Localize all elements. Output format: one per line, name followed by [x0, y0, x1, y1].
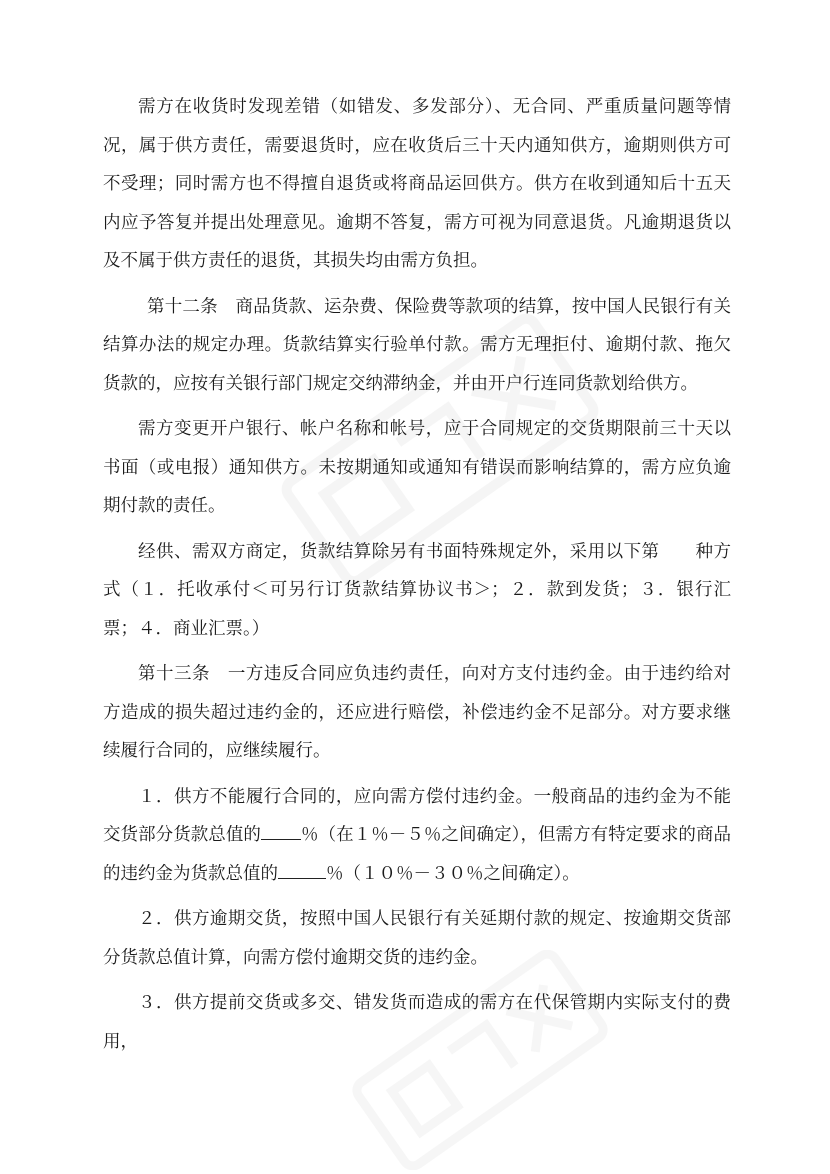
paragraph-item-3: ３．供方提前交货或多交、错发货而造成的需方在代保管期内实际支付的费用， [103, 993, 731, 1052]
paragraph-article-12: 第十二条 商品货款、运杂费、保险费等款项的结算，按中国人民银行有关结算办法的规定办理。货款结算实行验单付款。需方无理拒付、逾期付款、拖欠货款的，应按有关银行部门规定交纳滞纳金，并由开户行连同货款划给供方。 [103, 296, 731, 394]
blank-field[interactable] [261, 825, 301, 840]
paragraph-article-13: 第十三条 一方违反合同应负违约责任，向对方支付违约金。由于违约给对方造成的损失超过违约金的，还应进行赔偿，补偿违约金不足部分。对方要求继续履行合同的，应继续履行。 [103, 664, 731, 761]
document-body [103, 88, 731, 1061]
blank-field[interactable] [278, 864, 326, 879]
paragraph-bank-change: 需方变更开户银行、帐户名称和帐号，应于合同规定的交货期限前三十天以书面（或电报）通知供方。未按期通知或通知有错误而影响结算的，需方应负逾期付款的责任。 [103, 419, 731, 516]
item-1-text-b: ％（在１％－５％之间确定），但需方有特定要求的商品的违约金为货款总值的 [103, 825, 732, 884]
paragraph-item-1 [103, 778, 731, 894]
paragraph-settlement-method: 经供、需双方商定，货款结算除另有书面特殊规定外，采用以下第 种方式（１．托收承付＜可另行订货款结算协议书＞；２．款到发货；３．银行汇票；４．商业汇票。） [103, 541, 731, 639]
paragraph-item-2: ２．供方逾期交货，按照中国人民银行有关延期付款的规定、按逾期交货部分货款总值计算，向需方偿付逾期交货的违约金。 [103, 909, 731, 968]
item-1-text-c: ％（１０％－３０％之间确定）。 [326, 863, 580, 884]
item-1-text-a: １．供方不能履行合同的，应向需方偿付违约金。一般商品的违约金为不能交货部分货款总值的 [103, 786, 731, 845]
paragraph-return-goods: 需方在收货时发现差错（如错发、多发部分）、无合同、严重质量问题等情况，属于供方责任，需要退货时，应在收货后三十天内通知供方，逾期则供方可不受理；同时需方也不得擅自退货或将商品运回供方。供方在收到通知后十五天内应予答复并提出处理意见。逾期不答复，需方可视为同意退货。凡逾期退货以及不属于供方责任的退货，其损失均由需方负担。 [103, 97, 731, 271]
